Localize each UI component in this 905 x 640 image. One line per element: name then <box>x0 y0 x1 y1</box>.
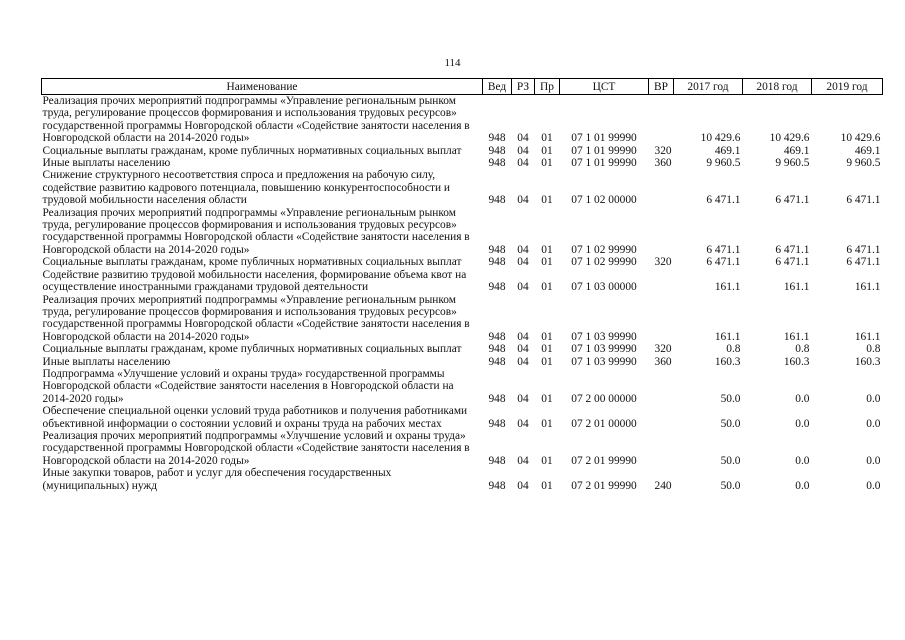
cell-pr: 01 <box>541 281 553 294</box>
cell-pr: 01 <box>541 392 553 405</box>
cell-2019: 10 429.6 <box>840 132 881 145</box>
cell-2017: 10 429.6 <box>700 132 741 145</box>
cell-vr <box>649 169 674 206</box>
cell-cst: 07 1 01 99990 <box>571 144 637 157</box>
cell-2018: 469.1 <box>783 144 810 157</box>
cell-vr <box>649 294 674 344</box>
table-row <box>42 467 883 492</box>
cell-vr: 240 <box>654 479 672 492</box>
cell-pr: 01 <box>541 194 553 207</box>
cell-2018: 0.0 <box>795 479 810 492</box>
cell-rz: 04 <box>517 330 529 343</box>
cell-2019: 9 960.5 <box>846 157 881 170</box>
cell-cst: 07 1 01 99990 <box>571 132 637 145</box>
cell-rz: 04 <box>517 194 529 207</box>
cell-pr: 01 <box>541 343 553 356</box>
cell-cst: 07 1 01 99990 <box>571 157 637 170</box>
cell-name: Иные закупки товаров, работ и услуг для обеспечения государственных (муниципальных) нужд <box>42 467 392 492</box>
cell-vr <box>649 405 674 430</box>
cell-cst: 07 2 01 99990 <box>571 454 637 467</box>
cell-pr: 01 <box>541 243 553 256</box>
header-2018: 2018 год <box>743 79 812 95</box>
cell-ved: 948 <box>488 479 506 492</box>
table-body <box>42 95 883 493</box>
cell-2018: 6 471.1 <box>775 256 810 269</box>
header-pr: Пр <box>535 79 560 95</box>
table-row <box>42 269 883 294</box>
cell-2017: 161.1 <box>714 281 741 294</box>
cell-cst: 07 1 02 99990 <box>571 243 637 256</box>
cell-2017: 161.1 <box>714 330 741 343</box>
cell-pr: 01 <box>541 479 553 492</box>
cell-pr: 01 <box>541 454 553 467</box>
cell-pr: 01 <box>541 355 553 368</box>
cell-2018: 0.0 <box>795 392 810 405</box>
table-row <box>42 207 883 257</box>
cell-vr: 320 <box>654 343 672 356</box>
cell-2017: 160.3 <box>714 355 741 368</box>
cell-2018: 6 471.1 <box>775 194 810 207</box>
cell-ved: 948 <box>488 355 506 368</box>
cell-cst: 07 2 00 00000 <box>571 392 637 405</box>
cell-vr: 320 <box>654 144 672 157</box>
table-row <box>42 405 883 430</box>
cell-pr: 01 <box>541 157 553 170</box>
cell-2017: 0.8 <box>726 343 741 356</box>
cell-ved: 948 <box>488 194 506 207</box>
cell-pr: 01 <box>541 417 553 430</box>
cell-2019: 160.3 <box>854 355 881 368</box>
cell-rz: 04 <box>517 256 529 269</box>
cell-cst: 07 2 01 00000 <box>571 417 637 430</box>
cell-ved: 948 <box>488 392 506 405</box>
cell-name: Реализация прочих мероприятий подпрограммы «Управление региональным рынком труда, регулирование процессов формирования и использования трудовых ресурсов» государственной программы Новгородской области «Содействие занятости населения в Новгородской области на 2014-2020 годы» <box>42 206 470 256</box>
header-name: Наименование <box>42 79 483 95</box>
table-row <box>42 368 883 405</box>
cell-2017: 6 471.1 <box>706 243 741 256</box>
cell-rz: 04 <box>517 132 529 145</box>
cell-rz: 04 <box>517 392 529 405</box>
header-vr: ВР <box>649 79 674 95</box>
cell-ved: 948 <box>488 256 506 269</box>
table-row <box>42 256 883 268</box>
cell-2017: 50.0 <box>720 392 741 405</box>
cell-rz: 04 <box>517 417 529 430</box>
header-ved: Вед <box>483 79 512 95</box>
cell-2018: 161.1 <box>783 330 810 343</box>
cell-pr: 01 <box>541 132 553 145</box>
cell-ved: 948 <box>488 132 506 145</box>
cell-2017: 50.0 <box>720 454 741 467</box>
header-2017: 2017 год <box>674 79 743 95</box>
cell-2019: 6 471.1 <box>846 194 881 207</box>
cell-2017: 9 960.5 <box>706 157 741 170</box>
cell-vr <box>649 95 674 145</box>
cell-name: Иные выплаты населению <box>42 157 171 170</box>
cell-cst: 07 1 03 99990 <box>571 343 637 356</box>
header-rz: РЗ <box>512 79 535 95</box>
cell-ved: 948 <box>488 243 506 256</box>
cell-rz: 04 <box>517 343 529 356</box>
cell-name: Содействие развитию трудовой мобильности населения, формирование объема квот на осуществление иностранными гражданами трудовой деятельности <box>42 268 467 294</box>
cell-rz: 04 <box>517 355 529 368</box>
cell-vr: 360 <box>654 355 672 368</box>
table-row <box>42 169 883 206</box>
cell-vr <box>649 430 674 467</box>
cell-vr: 360 <box>654 157 672 170</box>
table-row <box>42 95 883 145</box>
cell-name: Подпрограмма «Улучшение условий и охраны труда» государственной программы Новгородской области «Содействие занятости населения в Новгородской области на 2014-2020 годы» <box>42 367 454 405</box>
budget-table <box>41 78 883 492</box>
table-row <box>42 343 883 355</box>
cell-ved: 948 <box>488 454 506 467</box>
cell-rz: 04 <box>517 144 529 157</box>
cell-2019: 0.0 <box>866 479 881 492</box>
table-row <box>42 157 883 169</box>
cell-name: Снижение структурного несоответствия спроса и предложения на рабочую силу, содействие развитию кадрового потенциала, повышению конкурентоспособности и трудовой мобильности населения области <box>42 169 451 207</box>
table-row <box>42 294 883 344</box>
cell-2019: 161.1 <box>854 281 881 294</box>
cell-2017: 50.0 <box>720 417 741 430</box>
cell-2018: 161.1 <box>783 281 810 294</box>
cell-2018: 10 429.6 <box>769 132 810 145</box>
cell-rz: 04 <box>517 454 529 467</box>
cell-ved: 948 <box>488 157 506 170</box>
cell-2017: 6 471.1 <box>706 256 741 269</box>
cell-2019: 469.1 <box>854 144 881 157</box>
table-header-row <box>42 79 883 95</box>
cell-2019: 0.0 <box>866 417 881 430</box>
cell-ved: 948 <box>488 144 506 157</box>
cell-name: Социальные выплаты гражданам, кроме публичных нормативных социальных выплат <box>42 144 462 157</box>
cell-2019: 0.0 <box>866 392 881 405</box>
cell-rz: 04 <box>517 281 529 294</box>
cell-vr <box>649 269 674 294</box>
cell-name: Реализация прочих мероприятий подпрограммы «Управление региональным рынком труда, регулирование процессов формирования и использования трудовых ресурсов» государственной программы Новгородской области «Содействие занятости населения в Новгородской области на 2014-2020 годы» <box>42 95 470 145</box>
cell-2018: 0.8 <box>795 343 810 356</box>
cell-2018: 160.3 <box>783 355 810 368</box>
cell-pr: 01 <box>541 330 553 343</box>
cell-cst: 07 1 02 00000 <box>571 194 637 207</box>
budget-table-container <box>41 78 882 492</box>
cell-cst: 07 2 01 99990 <box>571 479 637 492</box>
cell-2019: 6 471.1 <box>846 243 881 256</box>
cell-ved: 948 <box>488 330 506 343</box>
cell-name: Иные выплаты населению <box>42 355 171 368</box>
cell-ved: 948 <box>488 417 506 430</box>
page-number: 114 <box>444 57 461 69</box>
cell-name: Социальные выплаты гражданам, кроме публичных нормативных социальных выплат <box>42 256 462 269</box>
cell-2019: 0.8 <box>866 343 881 356</box>
cell-2018: 6 471.1 <box>775 243 810 256</box>
cell-ved: 948 <box>488 343 506 356</box>
cell-2017: 469.1 <box>714 144 741 157</box>
table-row <box>42 430 883 467</box>
table-row <box>42 356 883 368</box>
cell-pr: 01 <box>541 144 553 157</box>
cell-ved: 948 <box>488 281 506 294</box>
header-cst: ЦСТ <box>560 79 649 95</box>
cell-name: Реализация прочих мероприятий подпрограммы «Управление региональным рынком труда, регулирование процессов формирования и использования трудовых ресурсов» государственной программы Новгородской области «Содействие занятости населения в Новгородской области на 2014-2020 годы» <box>42 293 470 343</box>
cell-2019: 0.0 <box>866 454 881 467</box>
header-2019: 2019 год <box>812 79 883 95</box>
cell-2018: 0.0 <box>795 454 810 467</box>
cell-cst: 07 1 02 99990 <box>571 256 637 269</box>
table-row <box>42 145 883 157</box>
cell-rz: 04 <box>517 157 529 170</box>
cell-cst: 07 1 03 99990 <box>571 355 637 368</box>
cell-name: Реализация прочих мероприятий подпрограммы «Улучшение условий и охраны труда» государственной программы Новгородской области «Содействие занятости населения в Новгородской области на 2014-2020 годы» <box>42 429 470 467</box>
cell-rz: 04 <box>517 243 529 256</box>
cell-2019: 161.1 <box>854 330 881 343</box>
cell-vr <box>649 368 674 405</box>
cell-vr: 320 <box>654 256 672 269</box>
cell-name: Обеспечение специальной оценки условий труда работников и получения работниками объективной информации о состоянии условий и охраны труда на рабочих местах <box>42 405 468 430</box>
cell-2017: 50.0 <box>720 479 741 492</box>
cell-rz: 04 <box>517 479 529 492</box>
cell-name: Социальные выплаты гражданам, кроме публичных нормативных социальных выплат <box>42 343 462 356</box>
cell-2018: 9 960.5 <box>775 157 810 170</box>
cell-pr: 01 <box>541 256 553 269</box>
cell-cst: 07 1 03 99990 <box>571 330 637 343</box>
cell-2018: 0.0 <box>795 417 810 430</box>
cell-2017: 6 471.1 <box>706 194 741 207</box>
cell-vr <box>649 207 674 257</box>
cell-2019: 6 471.1 <box>846 256 881 269</box>
cell-cst: 07 1 03 00000 <box>571 281 637 294</box>
